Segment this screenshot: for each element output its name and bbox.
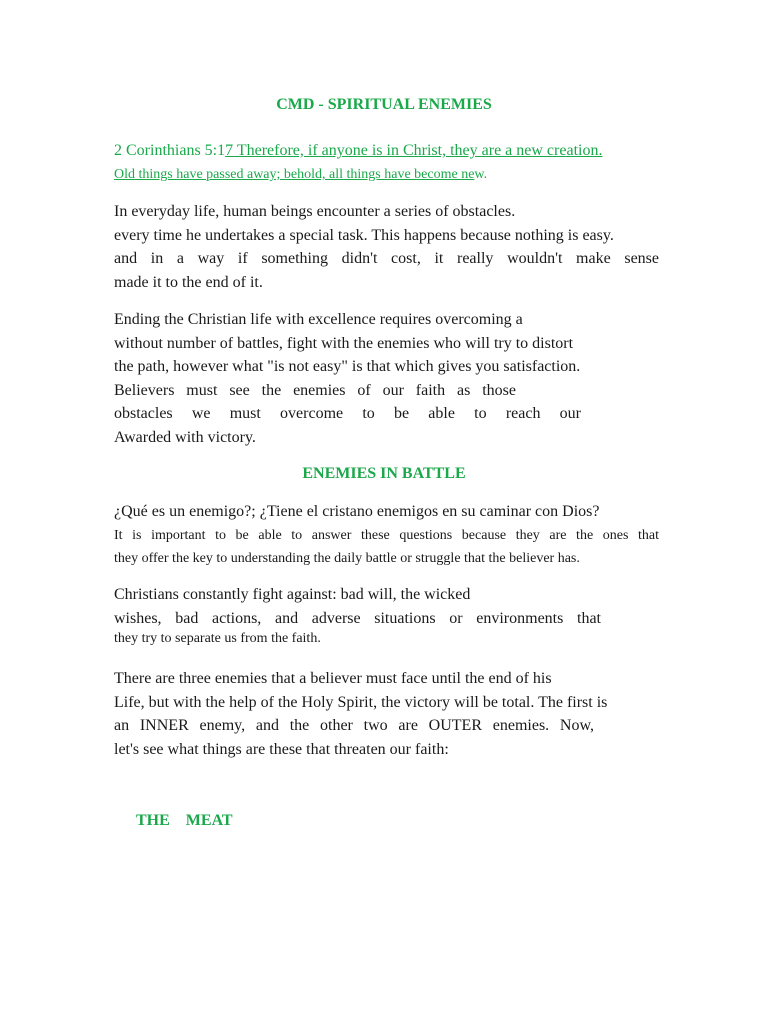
verse-line-1 — [114, 142, 602, 160]
three-enemies-line: let's see what things are these that threaten our faith: — [114, 740, 449, 758]
christians-line: wishes, bad actions, and adverse situations or environments that — [114, 609, 601, 627]
intro-line: In everyday life, human beings encounter a series of obstacles. — [114, 203, 516, 220]
christians-paragraph — [114, 583, 601, 648]
verse-reference: 2 Corinthians 5:1 — [114, 142, 226, 159]
ending-line: obstacles we must overcome to be able to reach our — [114, 405, 581, 422]
ending-line: the path, however what "is not easy" is that which gives you satisfaction. — [114, 358, 581, 375]
verse-text-1: 7 Therefore, if anyone is in Christ, they are a new creation. — [225, 142, 603, 159]
three-enemies-line: There are three enemies that a believer must face until the end of his — [114, 670, 552, 687]
verse-text-2-end: w. — [474, 167, 488, 182]
christians-line: Christians constantly fight against: bad will, the wicked — [114, 586, 471, 603]
verse-line-2 — [114, 167, 487, 183]
document-title: CMD - SPIRITUAL ENEMIES — [276, 96, 492, 113]
ending-line: Awarded with victory. — [114, 428, 256, 446]
ending-line: Believers must see the enemies of our faith as those — [114, 381, 516, 399]
three-enemies-paragraph — [114, 667, 659, 761]
intro-line: and in a way if something didn't cost, it really wouldn't make sense — [114, 250, 659, 267]
question-line: It is important to be able to answer these questions because they are the ones that — [114, 527, 659, 543]
three-enemies-line: an INNER enemy, and the other two are OUTER enemies. Now, — [114, 717, 594, 734]
intro-paragraph — [114, 200, 659, 294]
ending-line: Ending the Christian life with excellence requires overcoming a — [114, 311, 523, 328]
ending-paragraph — [114, 308, 624, 449]
christians-line: they try to separate us from the faith. — [114, 631, 321, 646]
intro-line: made it to the end of it. — [114, 273, 263, 291]
intro-line: every time he undertakes a special task. This happens because nothing is easy. — [114, 226, 614, 244]
question-line: ¿Qué es un enemigo?; ¿Tiene el cristano enemigos en su caminar con Dios? — [114, 503, 600, 520]
verse-text-2: Old things have passed away; behold, all things have become ne — [114, 167, 475, 182]
three-enemies-line: Life, but with the help of the Holy Spirit, the victory will be total. The first is — [114, 693, 608, 711]
question-paragraph — [114, 500, 659, 571]
section-heading-enemies: ENEMIES IN BATTLE — [302, 465, 466, 482]
question-line: they offer the key to understanding the daily battle or struggle that the believer has. — [114, 551, 580, 566]
ending-line: without number of battles, fight with the enemies who will try to distort — [114, 334, 574, 352]
subheading-the-meat: THE MEAT — [136, 812, 233, 829]
